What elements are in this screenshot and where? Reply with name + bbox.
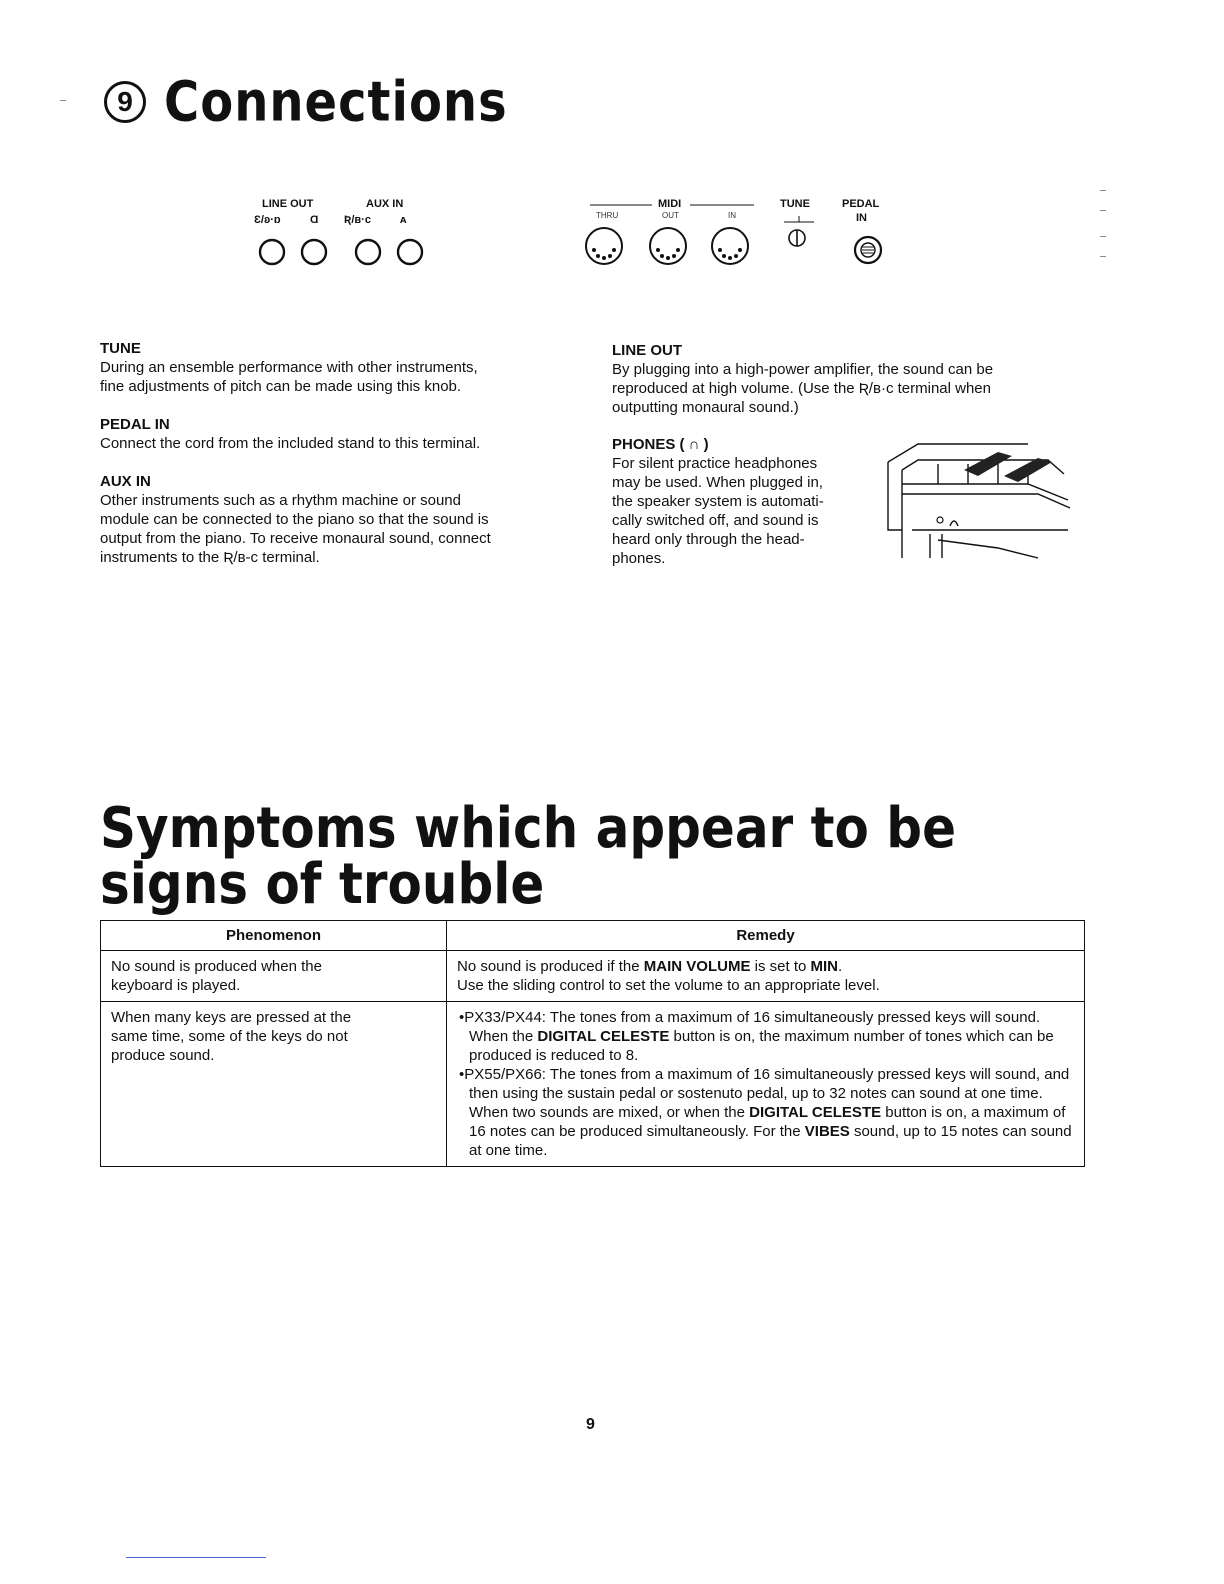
margin-mark <box>1100 190 1106 191</box>
line-out-label: LINE OUT <box>262 198 314 210</box>
pedal-in-section <box>100 415 570 453</box>
midi-in-port-icon <box>712 228 748 264</box>
phenomenon-cell <box>101 1002 447 1167</box>
margin-mark <box>1100 256 1106 257</box>
midi-in-label: IN <box>728 211 736 220</box>
remedy-cell <box>447 1002 1085 1167</box>
remedy-text: •PX55/PX66: The tones from a maximum of 16 simultaneously pressed keys will sound, and then using the sustain pedal or sostenuto pedal, up to 32 notes can sound at one time. When two sounds are mixed, or when the <box>459 1066 1070 1121</box>
footer-rule <box>126 1557 266 1558</box>
min-term: MIN <box>810 958 838 975</box>
tune-label: TUNE <box>780 198 810 210</box>
remedy-text: •PX33/PX44: The tones from a maximum of 16 simultaneously pressed keys will sound. When the <box>459 1009 1041 1045</box>
tune-heading: TUNE <box>100 340 141 357</box>
section-number: 9 <box>104 81 146 123</box>
phones-text-line: heard only through the head- <box>612 531 805 548</box>
midi-tune-pedal-panel <box>578 198 898 278</box>
phones-heading: PHONES ( ∩ ) <box>612 436 709 453</box>
connections-title: Connections <box>164 69 508 135</box>
midi-label: MIDI <box>658 198 682 210</box>
table-row <box>101 1002 1085 1167</box>
pedal-label: PEDAL <box>842 198 880 210</box>
aux-in-text-line: instruments to the Ʀ/ʙ-ᴄ terminal. <box>100 549 320 566</box>
aux-in-left-jack-icon <box>356 240 380 264</box>
digital-celeste-term: DIGITAL CELESTE <box>537 1028 670 1045</box>
line-out-text-line: outputting monaural sound.) <box>612 399 799 416</box>
midi-out-label: OUT <box>662 211 679 220</box>
remedy-cell <box>447 951 1085 1002</box>
remedy-text: sound, up to 15 notes can sound at one time. <box>469 1123 1072 1159</box>
line-out-right-jack-icon <box>302 240 326 264</box>
aux-in-symbol-right: ᴀ <box>400 214 407 226</box>
remedy-text: button is on, the maximum number of tones which can be produced is reduced to 8. <box>469 1028 1054 1064</box>
line-out-text-line: reproduced at high volume. (Use the Ʀ/ʙ·ᴄ terminal when <box>612 380 991 397</box>
remedy-column-header: Remedy <box>447 921 1085 951</box>
line-out-text-line: By plugging into a high-power amplifier, the sound can be <box>612 361 994 378</box>
trouble-table <box>100 920 1085 1167</box>
symptoms-title: Symptoms which appear to be signs of trouble <box>100 795 956 917</box>
midi-out-port-icon <box>650 228 686 264</box>
remedy-text: is set to <box>750 958 811 975</box>
vibes-term: VIBES <box>804 1123 850 1140</box>
pedal-in-heading: PEDAL IN <box>100 416 170 433</box>
pedal-in-label: IN <box>856 212 867 224</box>
remedy-text: button is on, a maximum of 16 notes can be produced simultaneously. For the <box>469 1104 1066 1140</box>
line-out-symbol-left: Ɛ/ʚ·ɒ <box>254 214 281 226</box>
pedal-in-port-icon <box>855 237 881 263</box>
remedy-line: Use the sliding control to set the volume to an appropriate level. <box>457 977 880 994</box>
aux-in-heading: AUX IN <box>100 473 151 490</box>
phones-text-line: For silent practice headphones <box>612 455 818 472</box>
aux-in-section <box>100 472 570 567</box>
pedal-in-text-line: Connect the cord from the included stand to this terminal. <box>100 435 481 452</box>
cell-line: same time, some of the keys do not <box>111 1028 348 1045</box>
line-out-heading: LINE OUT <box>612 342 682 359</box>
line-out-section <box>612 341 1092 417</box>
remedy-text: . <box>838 958 843 975</box>
tune-text-line: During an ensemble performance with other instruments, <box>100 359 478 376</box>
aux-in-symbol-left: Ʀ/ʙ·ᴄ <box>344 214 371 226</box>
phones-text-line: cally switched off, and sound is <box>612 512 819 529</box>
remedy-text: No sound is produced if the <box>457 958 644 975</box>
line-aux-panel <box>250 198 450 278</box>
table-row <box>101 951 1085 1002</box>
margin-mark <box>60 100 66 101</box>
margin-mark <box>1100 210 1106 211</box>
midi-port-icons <box>578 216 898 272</box>
connections-heading <box>104 69 508 135</box>
aux-in-right-jack-icon <box>398 240 422 264</box>
tune-section <box>100 339 570 396</box>
cell-line: keyboard is played. <box>111 977 241 994</box>
midi-thru-label: THRU <box>596 211 619 220</box>
phones-section <box>612 435 872 568</box>
remedy-bullet-px55-px66 <box>457 1065 1074 1160</box>
digital-celeste-term: DIGITAL CELESTE <box>749 1104 882 1121</box>
line-out-symbol-right: Ɑ <box>310 214 319 226</box>
line-out-left-jack-icon <box>260 240 284 264</box>
cell-line: No sound is produced when the <box>111 958 322 975</box>
phones-text-line: the speaker system is automati- <box>612 493 824 510</box>
phenomenon-column-header: Phenomenon <box>101 921 447 951</box>
phones-text-line: may be used. When plugged in, <box>612 474 823 491</box>
margin-mark <box>1100 236 1106 237</box>
main-volume-term: MAIN VOLUME <box>643 958 751 975</box>
phenomenon-cell <box>101 951 447 1002</box>
aux-in-label: AUX IN <box>366 198 404 210</box>
tune-text-line: fine adjustments of pitch can be made using this knob. <box>100 378 462 395</box>
table-header-row <box>101 921 1085 951</box>
cell-line: produce sound. <box>111 1047 215 1064</box>
aux-in-text-line: output from the piano. To receive monaural sound, connect <box>100 530 491 547</box>
remedy-line <box>457 957 1074 976</box>
aux-in-text-line: Other instruments such as a rhythm machine or sound <box>100 492 461 509</box>
remedy-bullet-px33-px44 <box>457 1008 1074 1065</box>
page-number: 9 <box>586 1416 595 1433</box>
cell-line: When many keys are pressed at the <box>111 1009 352 1026</box>
piano-headphone-jack-illustration <box>878 440 1078 570</box>
phones-text-line: phones. <box>612 550 666 567</box>
midi-thru-port-icon <box>586 228 622 264</box>
tune-knob-icon <box>784 216 814 246</box>
jack-icons <box>250 234 450 270</box>
aux-in-text-line: module can be connected to the piano so that the sound is <box>100 511 489 528</box>
